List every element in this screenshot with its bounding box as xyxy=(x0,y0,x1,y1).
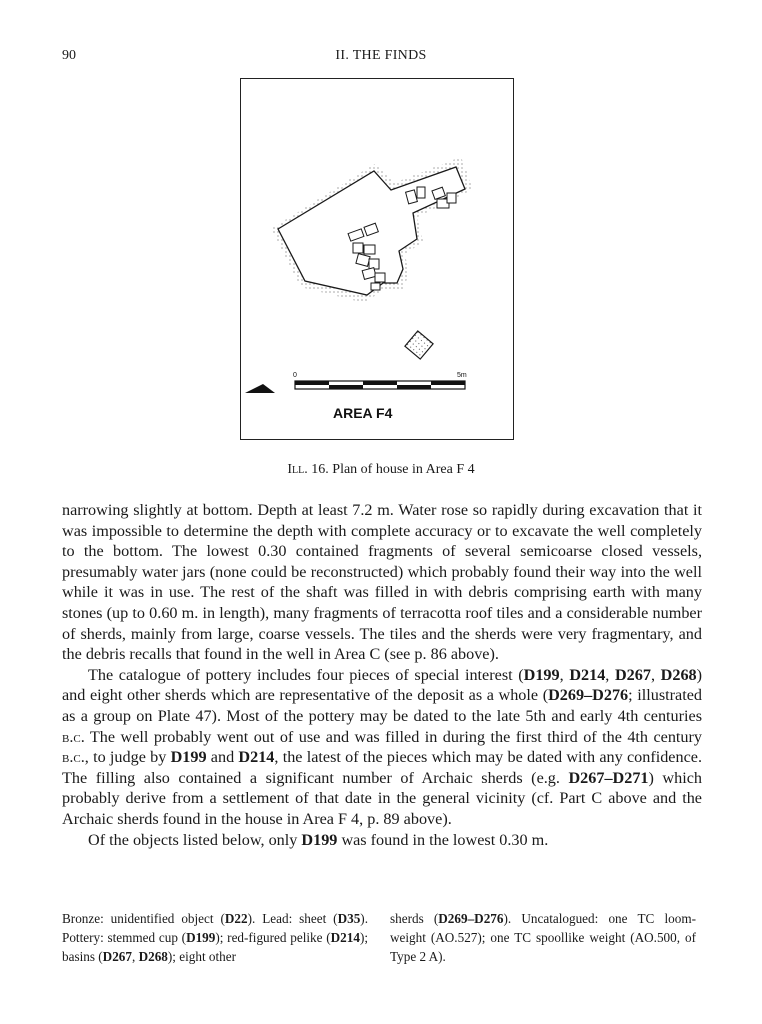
figure-label: AREA F4 xyxy=(333,405,393,421)
body-text xyxy=(62,500,702,850)
catalogue-ref: D269–D276 xyxy=(548,686,629,705)
catalogue-ref: D199 xyxy=(301,830,338,849)
area-plan-drawing xyxy=(241,79,515,441)
north-arrow-icon xyxy=(245,384,275,393)
caption-prefix: Ill. xyxy=(287,462,308,477)
catalogue-ref: D267 xyxy=(614,665,651,684)
object-list-left-column: Bronze: unidentified object (D22). Lead: sheet (D35). Pottery: stemmed cup (D199); red-figured pelike (D214); basins (D267, D268); eight other xyxy=(62,911,368,964)
well xyxy=(405,331,433,359)
running-head: II. THE FINDS xyxy=(335,48,427,63)
page-number: 90 xyxy=(62,48,76,63)
object-list-right-column: sherds (D269–D276). Uncatalogued: one TC loom-weight (AO.527); one TC spoollike weight (AO.500, of Type 2 A). xyxy=(390,911,696,964)
catalogue-ref: D199 xyxy=(170,748,207,767)
scale-end-label: 5m xyxy=(457,372,467,379)
catalogue-ref: D268 xyxy=(660,665,697,684)
paragraph-1: narrowing slightly at bottom. Depth at least 7.2 m. Water rose so rapidly during excavation that it was impossible to determine the depth with complete accuracy or to excavate the well completely to the bottom. The lowest 0.30 contained fragments of several semicoarse closed vessels, presumably water jars (none could be reconstructed) which probably found their way into the well while it was in use. The rest of the shaft was filled in with debris comprising earth with many stones (up to 0.60 m. in length), many fragments of terracotta roof tiles and a considerable number of sherds, mainly from large, coarse vessels. The tiles and the sherds were very fragmentary, and the debris recalls that found in the well in Area C (see p. 86 above). xyxy=(62,501,702,664)
paragraph-3: Of the objects listed below, only D199 was found in the lowest 0.30 m. xyxy=(88,830,549,849)
page-header xyxy=(62,48,700,68)
paragraph-2: The catalogue of pottery includes four pieces of special interest (D199, D214, D267, D268) and eight other sherds which are representative of the deposit as a whole (D269–D276; illustrated as a group on Plate 47). Most of the pottery may be dated to the late 5th and early 4th centuries b.c. The well probably went out of use and was filled in during the first third of the 4th century b.c., to judge by D199 and D214, the latest of the pieces which may be dated with any confidence. The filling also contained a significant number of Archaic sherds (e.g. D267–D271) which probably derive from a settlement of that date in the general vicinity (cf. Part C above and the Archaic sherds found in the house in Area F 4, p. 89 above). xyxy=(62,665,703,828)
area-plan-figure xyxy=(240,78,514,440)
scale-start-label: 0 xyxy=(293,372,297,379)
catalogue-ref: D214 xyxy=(569,665,606,684)
catalogue-ref: D267–D271 xyxy=(568,768,649,787)
caption-text: 16. Plan of house in Area F 4 xyxy=(307,462,475,477)
catalogue-ref: D199 xyxy=(523,665,560,684)
catalogue-ref: D214 xyxy=(238,748,275,767)
figure-caption xyxy=(62,462,700,478)
scale-bar xyxy=(293,372,467,389)
